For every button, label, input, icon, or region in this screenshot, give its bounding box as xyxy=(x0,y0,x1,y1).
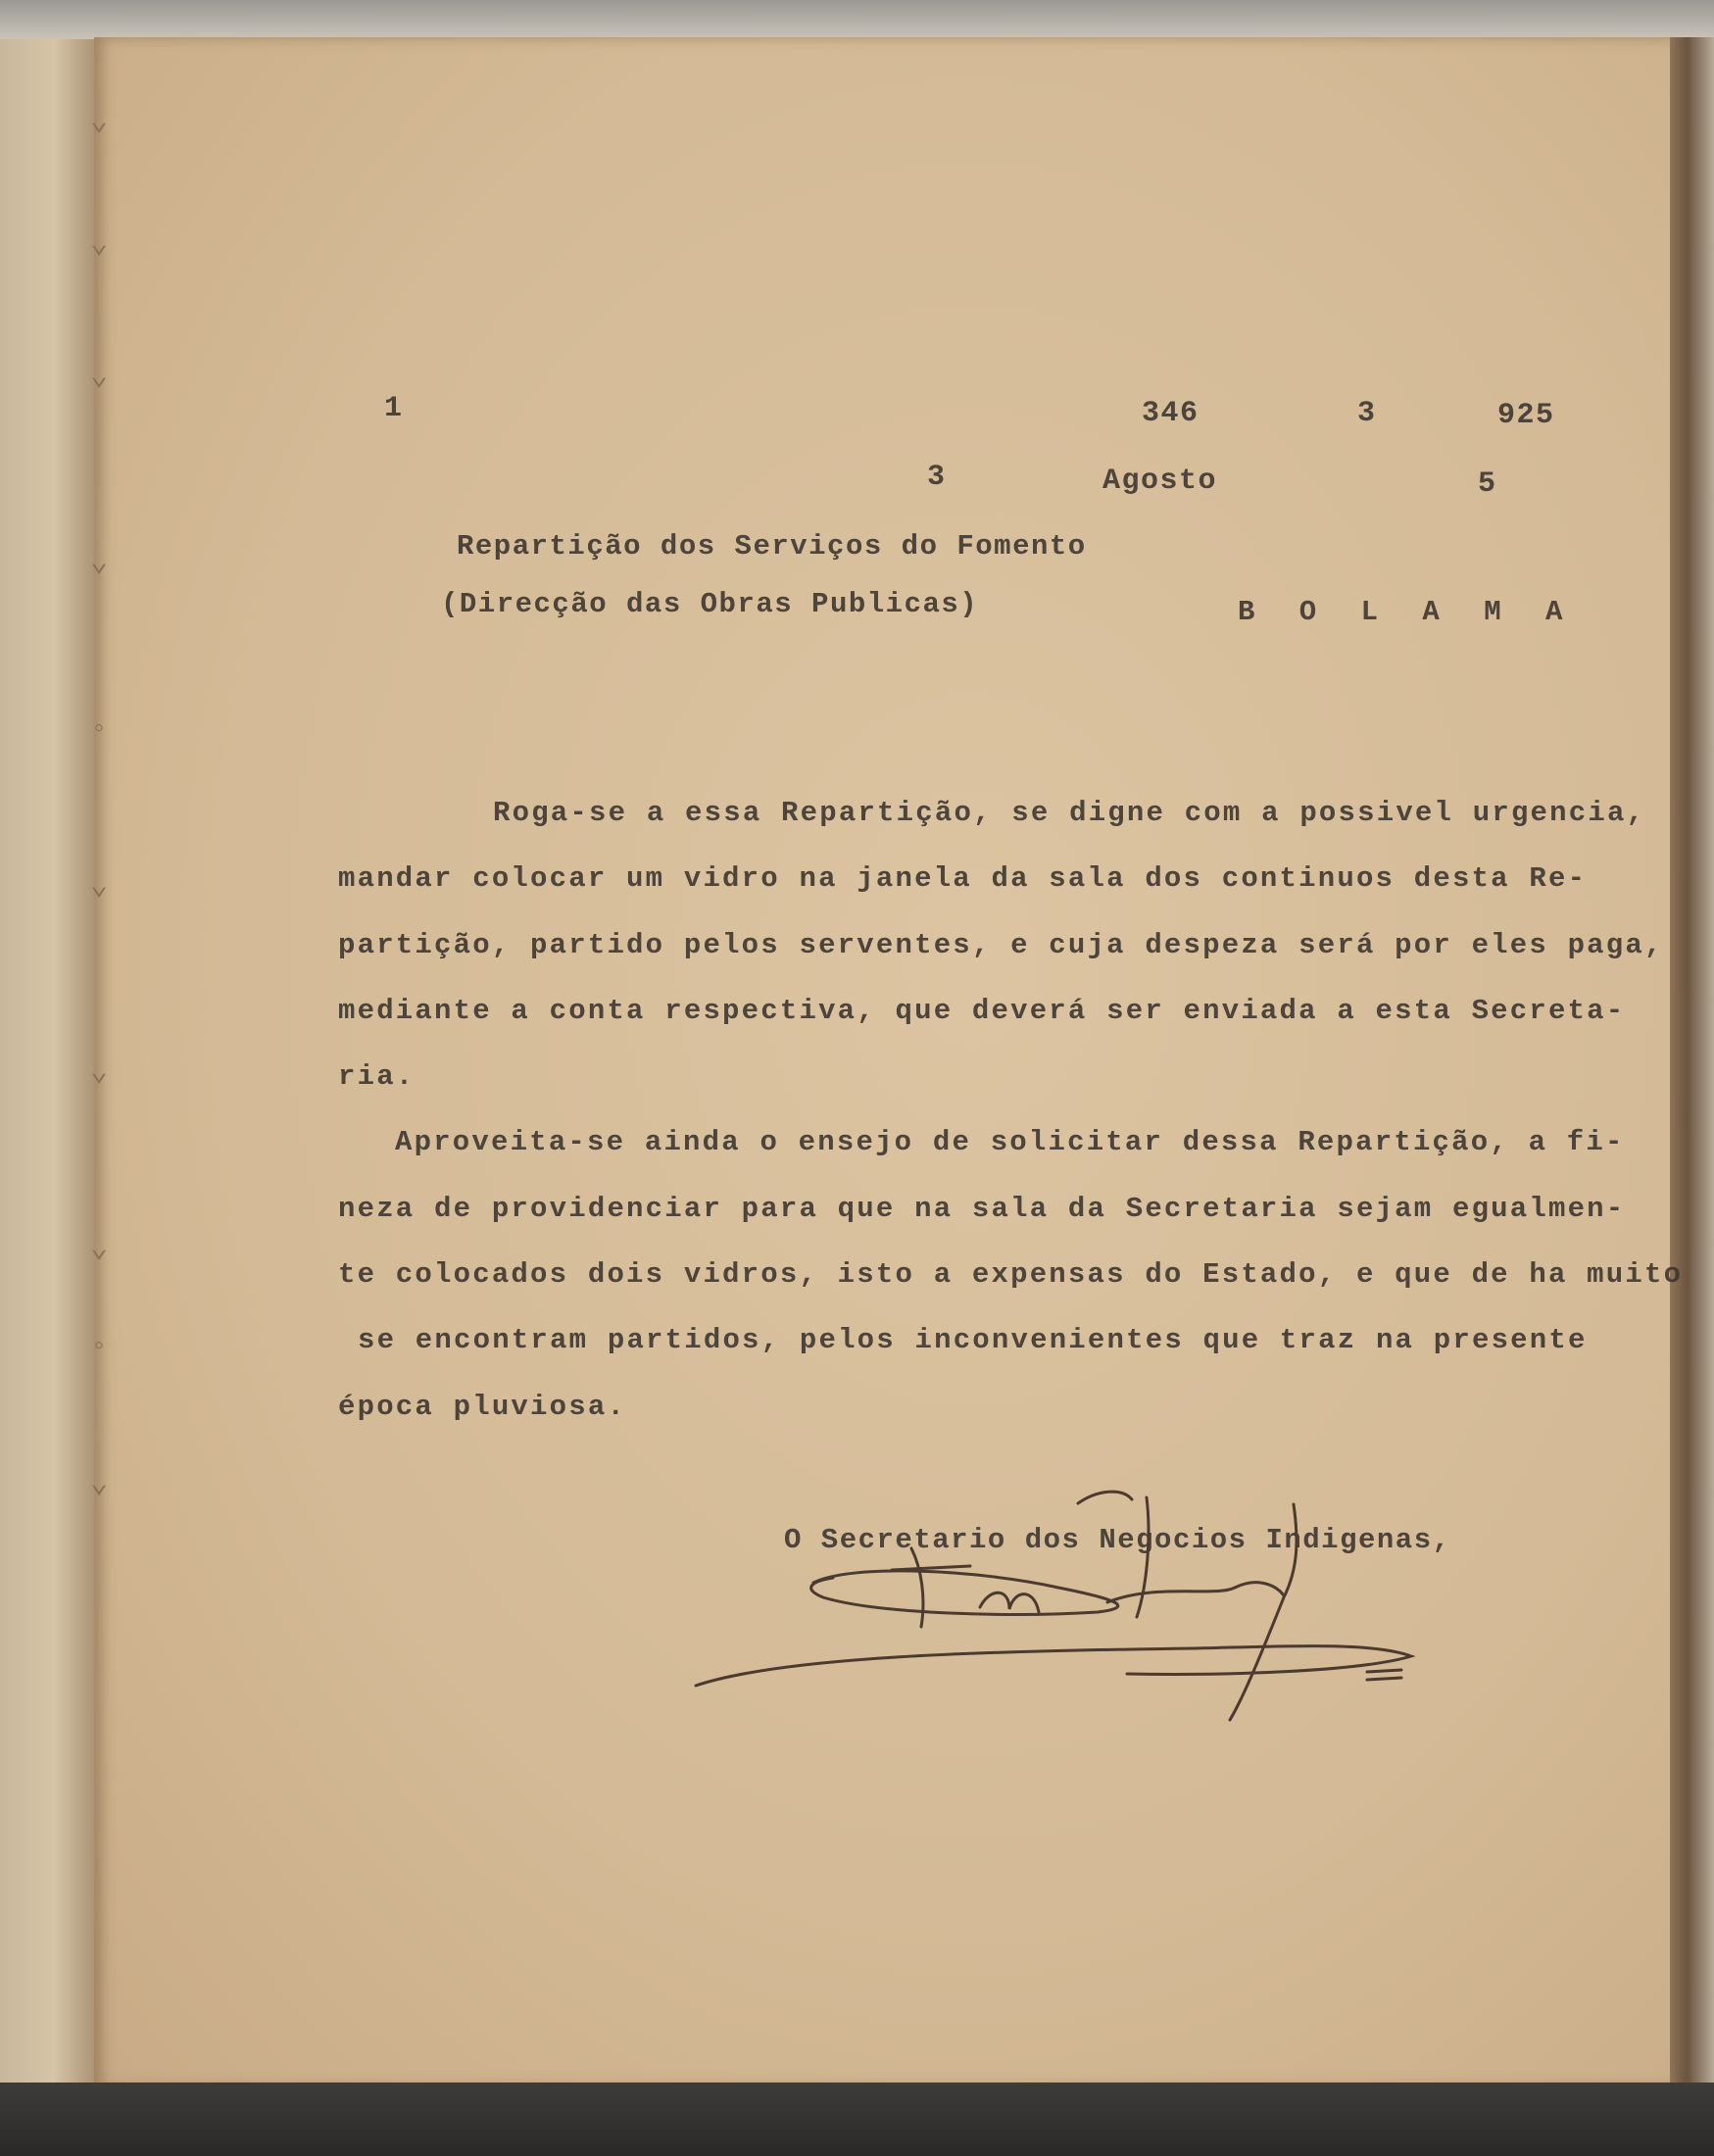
binding-stitch: ⌄ xyxy=(90,361,109,394)
binding-stitch: ⌄ xyxy=(90,228,109,262)
body-line: partição, partido pelos serventes, e cuja despeza será por eles paga, xyxy=(338,929,1664,961)
recipient-line-2: (Direcção das Obras Publicas) xyxy=(441,588,979,620)
body-line: mandar colocar um vidro na janela da sala dos continuos desta Re- xyxy=(338,862,1588,895)
left-page-edge xyxy=(0,39,98,2087)
binding-stitch: ⌄ xyxy=(90,547,109,580)
document-page xyxy=(94,37,1687,2087)
recipient-line-1: Repartição dos Serviços do Fomento xyxy=(457,530,1087,563)
reference-number: 925 xyxy=(1497,399,1555,432)
reference-number: 1 xyxy=(384,392,404,425)
binding-stitch: ⌄ xyxy=(90,1233,109,1266)
body-line: Roga-se a essa Repartição, se digne com a possivel urgencia, xyxy=(493,797,1646,829)
date-day: 3 xyxy=(927,461,947,494)
reference-number: 346 xyxy=(1142,397,1200,430)
body-line: ria. xyxy=(338,1060,416,1093)
binding-stitch: ⌄ xyxy=(90,870,109,904)
recipient-city: B O L A M A xyxy=(1238,596,1577,628)
binding-stitch: ⌄ xyxy=(90,106,109,139)
date-year: 5 xyxy=(1478,467,1497,501)
body-line: neza de providenciar para que na sala da Secretaria sejam egualmen- xyxy=(338,1193,1626,1225)
body-line: época pluviosa. xyxy=(338,1391,627,1423)
book-cover-edge xyxy=(1670,37,1714,2087)
body-line: se encontram partidos, pelos inconvenientes que traz na presente xyxy=(358,1324,1588,1356)
binding-stitch: ⌄ xyxy=(90,1056,109,1090)
scan-bottom-border xyxy=(0,2082,1714,2156)
body-line: mediante a conta respectiva, que deverá ser enviada a esta Secreta- xyxy=(338,995,1626,1027)
date-month: Agosto xyxy=(1102,465,1218,498)
body-line: te colocados dois vidros, isto a expensas do Estado, e que de ha muito xyxy=(338,1258,1684,1291)
binding-stitch: ◦ xyxy=(90,713,109,747)
signatory-title: O Secretario dos Negocios Indigenas, xyxy=(784,1524,1451,1556)
body-line: Aproveita-se ainda o ensejo de solicitar dessa Repartição, a fi- xyxy=(395,1126,1625,1158)
handwritten-signature xyxy=(686,1480,1431,1735)
binding-stitch: ◦ xyxy=(90,1331,109,1364)
scan-top-border xyxy=(0,0,1714,39)
binding-stitch: ⌄ xyxy=(90,1468,109,1501)
reference-number: 3 xyxy=(1357,397,1377,430)
